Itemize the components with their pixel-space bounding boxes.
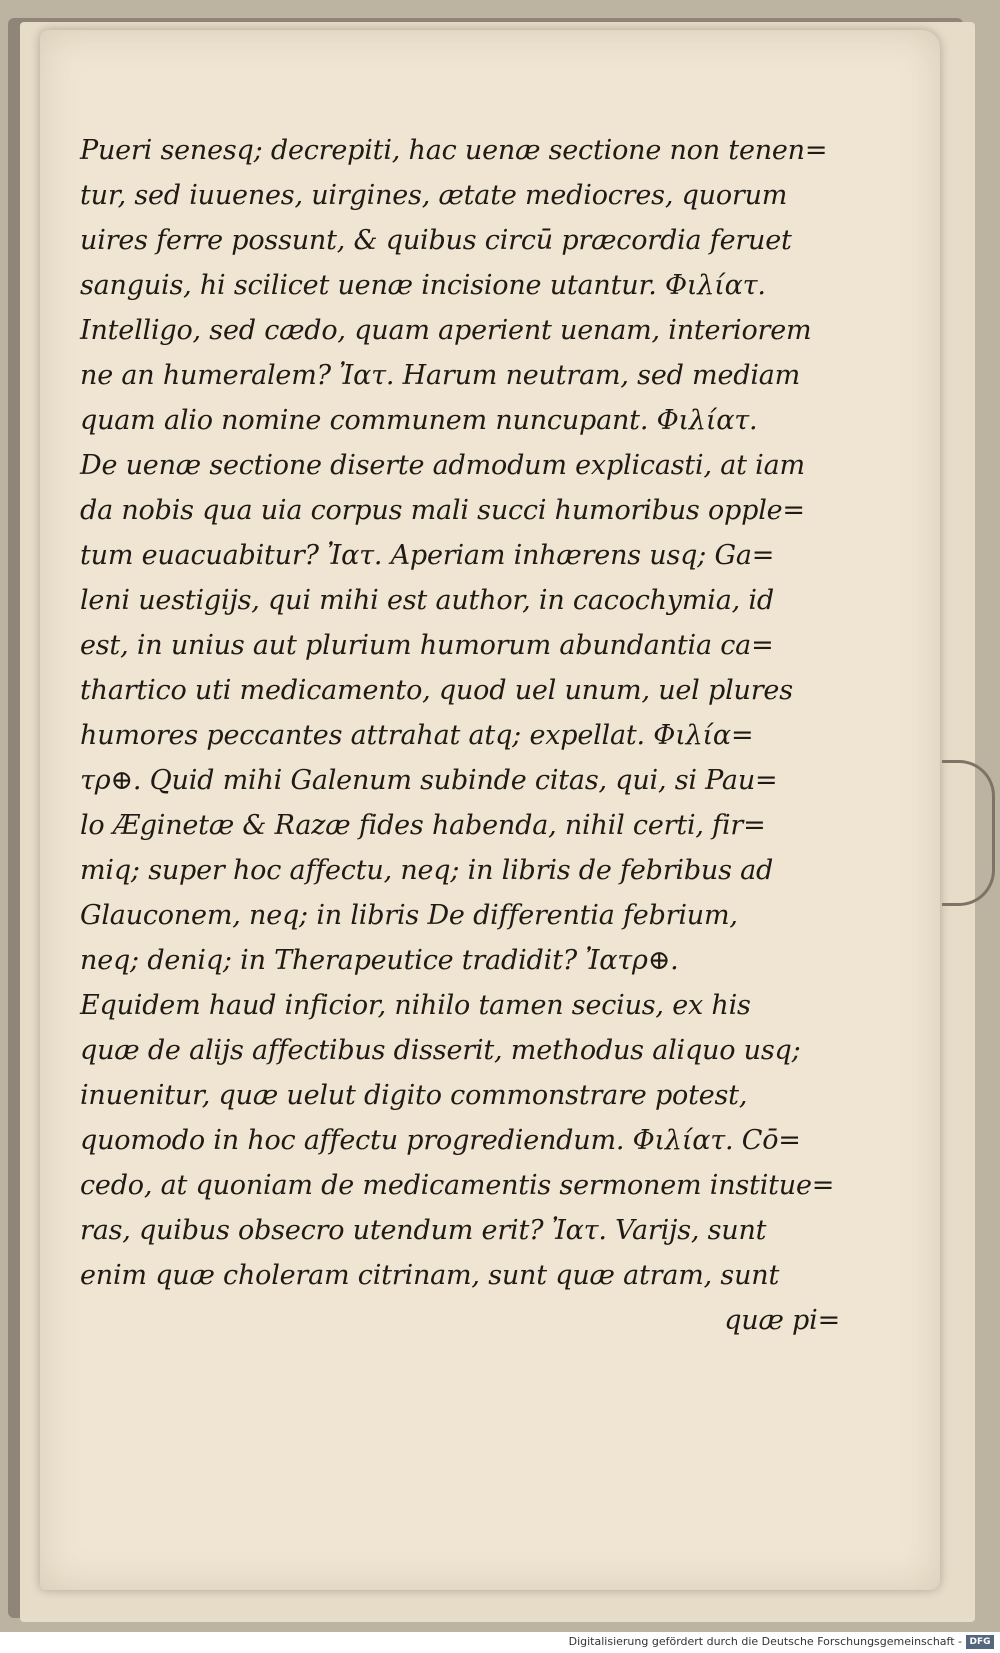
text-line: est, in unius aut plurium humorum abundantia ca= bbox=[80, 630, 774, 661]
page-clip bbox=[942, 760, 995, 906]
dfg-logo: DFG bbox=[966, 1635, 994, 1649]
text-line: Equidem haud inficior, nihilo tamen secius, ex his bbox=[80, 990, 751, 1021]
text-line: miq; super hoc affectu, neq; in libris de febribus ad bbox=[80, 855, 774, 886]
text-line: quæ de alijs affectibus disserit, methodus aliquo usq; bbox=[80, 1035, 801, 1066]
text-line: lo Æginetæ & Razæ fides habenda, nihil certi, fir= bbox=[80, 810, 766, 841]
text-line: ne an humeralem? Ἰατ. Harum neutram, sed mediam bbox=[80, 360, 801, 391]
catchword: quæ pi= bbox=[724, 1305, 840, 1336]
text-line: Glauconem, neq; in libris De differentia febrium, bbox=[80, 900, 738, 931]
text-line: neq; deniq; in Therapeutice tradidit? Ἰατρ⊕. bbox=[80, 945, 679, 976]
text-line: da nobis qua uia corpus mali succi humoribus opple= bbox=[80, 495, 805, 526]
text-line: inuenitur, quæ uelut digito commonstrare potest, bbox=[80, 1080, 748, 1111]
text-line: cedo, at quoniam de medicamentis sermonem institue= bbox=[80, 1170, 835, 1201]
text-line: humores peccantes attrahat atq; expellat. Φιλία= bbox=[80, 720, 754, 751]
text-line: leni uestigijs, qui mihi est author, in cacochymia, id bbox=[80, 585, 774, 616]
text-line: τρ⊕. Quid mihi Galenum subinde citas, qui, si Pau= bbox=[80, 765, 778, 796]
text-line: ras, quibus obsecro utendum erit? Ἰατ. Varijs, sunt bbox=[80, 1215, 767, 1246]
text-line: thartico uti medicamento, quod uel unum, uel plures bbox=[80, 675, 793, 706]
funding-note: Digitalisierung gefördert durch die Deutsche Forschungsgemeinschaft - bbox=[568, 1635, 962, 1648]
text-line: sanguis, hi scilicet uenæ incisione utantur. Φιλίατ. bbox=[80, 270, 766, 301]
text-line: Pueri senesq; decrepiti, hac uenæ sectione non tenen= bbox=[80, 135, 828, 166]
text-line: Intelligo, sed cædo, quam aperient uenam, interiorem bbox=[80, 315, 812, 346]
page-text bbox=[80, 128, 850, 1343]
text-line: uires ferre possunt, & quibus circū præcordia feruet bbox=[80, 225, 792, 256]
text-line: enim quæ choleram citrinam, sunt quæ atram, sunt bbox=[80, 1260, 780, 1291]
text-line: De uenæ sectione diserte admodum explicasti, at iam bbox=[80, 450, 805, 481]
text-line: quomodo in hoc affectu progrediendum. Φιλίατ. Cō= bbox=[80, 1125, 801, 1156]
footer-bar bbox=[0, 1632, 1000, 1653]
text-line: tur, sed iuuenes, uirgines, ætate mediocres, quorum bbox=[80, 180, 788, 211]
text-line: quam alio nomine communem nuncupant. Φιλίατ. bbox=[80, 405, 758, 436]
text-line: tum euacuabitur? Ἰατ. Aperiam inhærens usq; Ga= bbox=[80, 540, 775, 571]
